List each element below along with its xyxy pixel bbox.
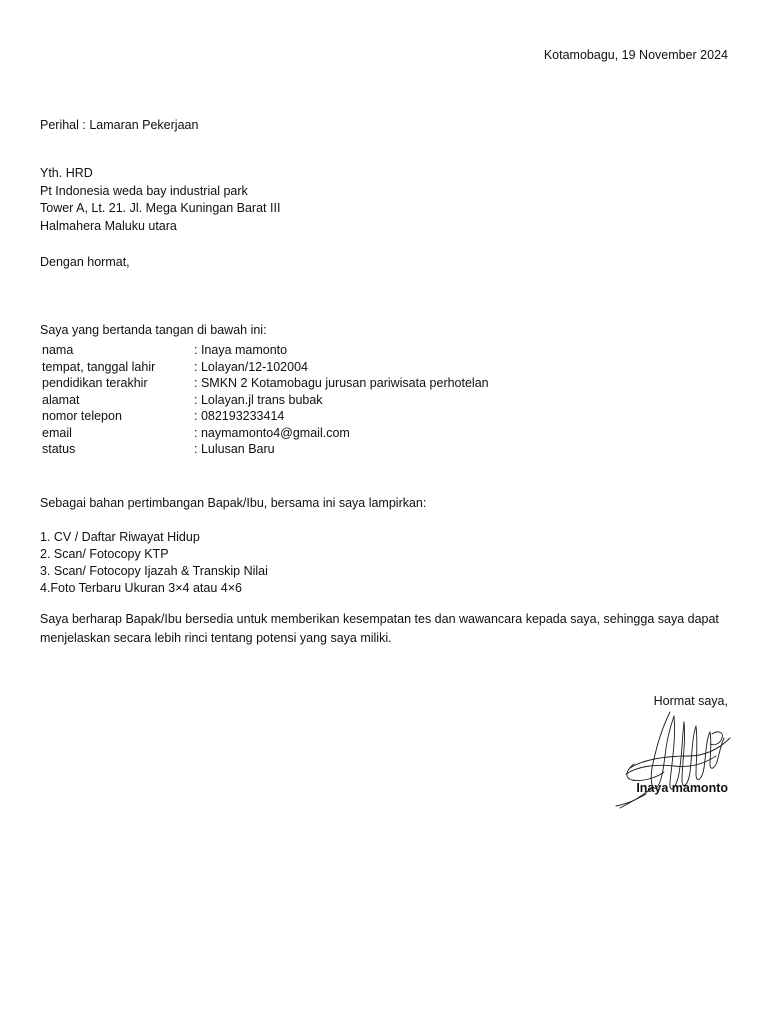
identity-value: : 082193233414 xyxy=(194,409,285,423)
identity-row xyxy=(40,441,491,458)
identity-value: : SMKN 2 Kotamobagu jurusan pariwisata perhotelan xyxy=(194,376,489,390)
attachment-item: 1. CV / Daftar Riwayat Hidup xyxy=(40,530,200,544)
signer-name: Inaya mamonto xyxy=(636,781,728,795)
recipient-line: Pt Indonesia weda bay industrial park xyxy=(40,184,248,198)
identity-row xyxy=(40,408,491,425)
identity-label: alamat xyxy=(42,392,80,407)
identity-row xyxy=(40,375,491,392)
identity-value: : Lulusan Baru xyxy=(194,442,275,456)
attachments-intro: Sebagai bahan pertimbangan Bapak/Ibu, bersama ini saya lampirkan: xyxy=(40,496,427,510)
identity-value: : Inaya mamonto xyxy=(194,343,288,357)
letter-date: Kotamobagu, 19 November 2024 xyxy=(543,48,728,62)
identity-label: tempat, tanggal lahir xyxy=(42,359,156,374)
recipient-line: Tower A, Lt. 21. Jl. Mega Kuningan Barat III xyxy=(40,201,281,215)
identity-row xyxy=(40,392,491,409)
identity-row xyxy=(40,425,491,442)
identity-value: : Lolayan/12-102004 xyxy=(194,359,308,374)
handwritten-signature xyxy=(612,708,736,812)
identity-value: : naymamonto4@gmail.com xyxy=(194,425,350,440)
closing-paragraph: Saya berharap Bapak/Ibu bersedia untuk memberikan kesempatan tes dan wawancara kepada saya, sehingga saya dapat menjelaskan secara lebih rinci tentang potensi yang saya miliki. xyxy=(40,612,719,645)
greeting: Dengan hormat, xyxy=(40,255,130,269)
recipient-line: Yth. HRD xyxy=(40,166,93,180)
attachment-item: 3. Scan/ Fotocopy Ijazah & Transkip Nilai xyxy=(40,564,268,578)
identity-row xyxy=(40,359,491,376)
identity-row xyxy=(40,342,491,359)
identity-table xyxy=(40,342,491,458)
identity-label: email xyxy=(42,425,72,440)
identity-label: status xyxy=(42,442,76,456)
recipient-line: Halmahera Maluku utara xyxy=(40,219,177,233)
intro-text: Saya yang bertanda tangan di bawah ini: xyxy=(40,323,267,337)
letter-subject: Perihal : Lamaran Pekerjaan xyxy=(40,118,199,132)
identity-value: : Lolayan.jl trans bubak xyxy=(194,392,323,407)
attachment-item: 2. Scan/ Fotocopy KTP xyxy=(40,547,169,561)
attachment-item: 4.Foto Terbaru Ukuran 3×4 atau 4×6 xyxy=(40,581,242,595)
identity-label: nomor telepon xyxy=(42,409,122,423)
closing-salutation: Hormat saya, xyxy=(653,694,728,708)
identity-label: pendidikan terakhir xyxy=(42,376,148,390)
identity-label: nama xyxy=(42,343,74,357)
